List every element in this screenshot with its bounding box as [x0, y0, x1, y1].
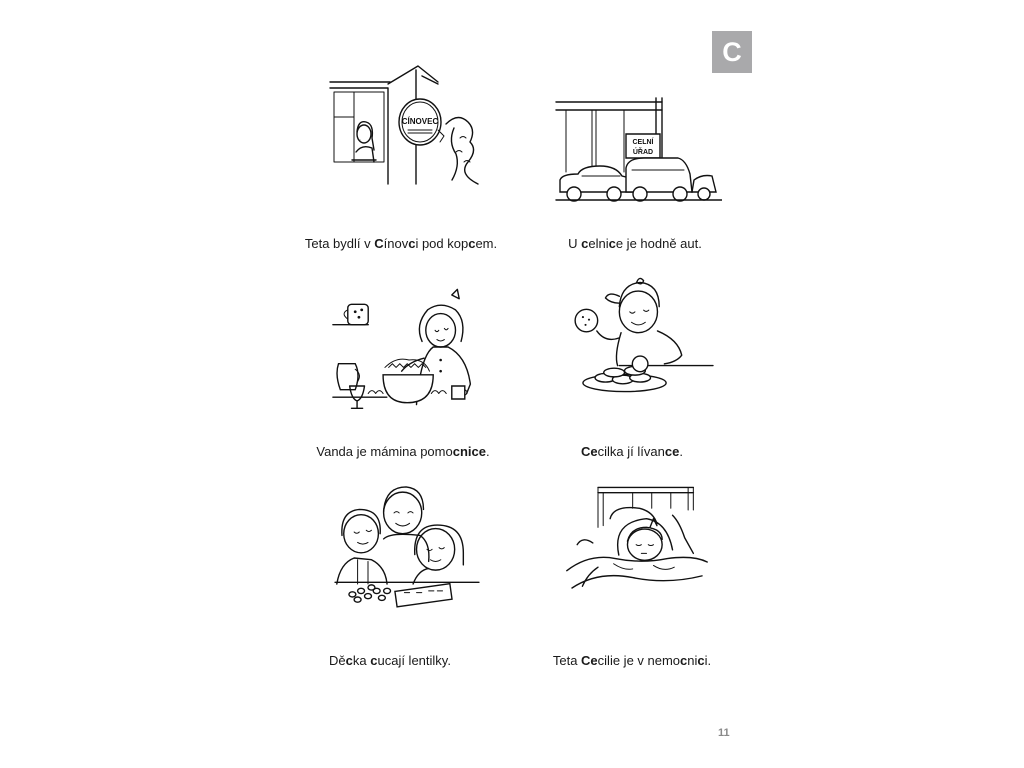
sign-customs-line2: ÚŘAD — [632, 149, 654, 156]
caption-segment: c — [468, 236, 476, 251]
caption-segment: em. — [475, 236, 498, 251]
illustration-teta-cinovec — [328, 62, 498, 192]
illustration-cecilie-hospital — [552, 484, 722, 614]
caption-1 — [271, 236, 531, 251]
caption-3 — [273, 444, 533, 459]
caption-segment: Ce — [581, 444, 598, 459]
caption-segment: c — [680, 653, 688, 668]
caption-segment: c — [408, 236, 416, 251]
illustration-vanda-baking — [325, 282, 495, 412]
caption-segment: Teta — [552, 653, 582, 668]
caption-segment: ucají lentilky. — [377, 653, 451, 668]
caption-segment: Teta bydlí v — [304, 236, 375, 251]
caption-segment: Vanda je mámina pomo — [316, 444, 453, 459]
caption-segment: ce — [664, 444, 680, 459]
caption-segment: c — [608, 236, 616, 251]
caption-segment: i pod kop — [415, 236, 469, 251]
caption-segment: ni — [687, 653, 698, 668]
sign-customs-line1: CELNÍ — [632, 139, 654, 146]
caption-segment: Ce — [581, 653, 598, 668]
caption-segment: i. — [704, 653, 712, 668]
caption-segment: cilie je v nemo — [597, 653, 681, 668]
caption-segment: c — [370, 653, 378, 668]
caption-segment: C — [374, 236, 384, 251]
caption-segment: e je hodně aut. — [615, 236, 702, 251]
illustration-customs-cars — [552, 86, 722, 216]
caption-2 — [505, 236, 765, 251]
caption-segment: elni — [588, 236, 609, 251]
sign-cinovec: CÍNOVEC — [401, 117, 439, 126]
caption-segment: . — [485, 444, 490, 459]
caption-segment: Dě — [329, 653, 346, 668]
caption-6 — [502, 653, 762, 668]
letter-badge: C — [712, 31, 752, 73]
caption-segment: c — [345, 653, 353, 668]
illustration-kids-candies — [322, 480, 492, 610]
caption-segment: U — [568, 236, 582, 251]
page-number: 11 — [718, 727, 730, 739]
caption-segment: c — [697, 653, 705, 668]
caption-segment: ínov — [383, 236, 409, 251]
caption-4 — [502, 444, 762, 459]
caption-segment: c — [581, 236, 589, 251]
caption-segment: cnice — [452, 444, 486, 459]
caption-segment: ka — [352, 653, 371, 668]
caption-5 — [260, 653, 520, 668]
illustration-cecilka-pancakes — [556, 272, 726, 402]
caption-segment: . — [679, 444, 683, 459]
caption-segment: cilka jí lívan — [597, 444, 665, 459]
